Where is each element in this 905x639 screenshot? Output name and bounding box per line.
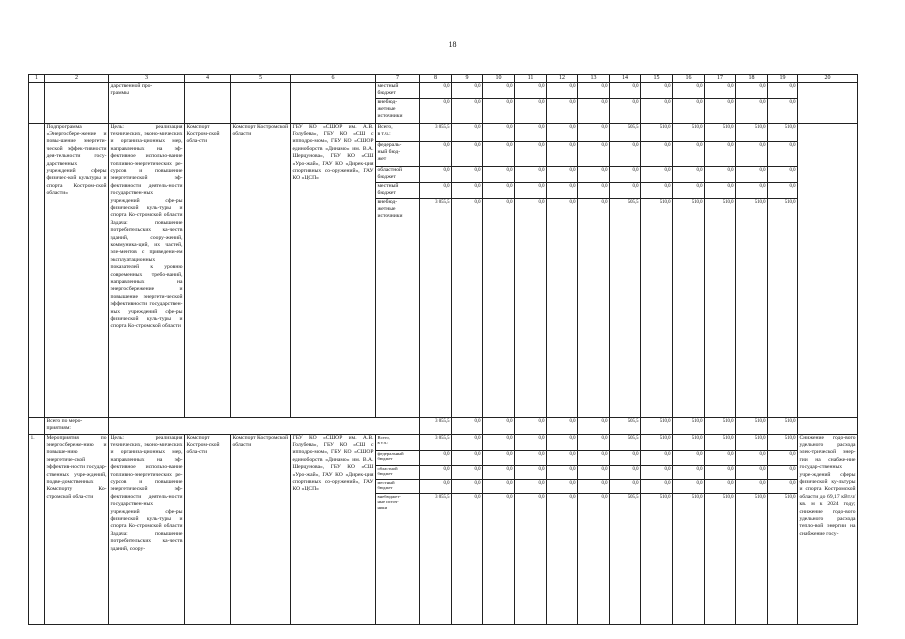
value-cell: 0,0 (610, 450, 641, 465)
value-cell: 3 055,5 (420, 493, 452, 624)
value-cell: 510,0 (736, 434, 768, 450)
column-header: 2 (45, 75, 109, 83)
value-cell: 510,0 (641, 123, 673, 141)
value-cell: 510,0 (673, 417, 705, 434)
funding-source: внебюджет- ные источ- ники (376, 493, 420, 624)
page-number: 18 (448, 40, 457, 49)
value-cell: 0,0 (483, 417, 515, 434)
value-cell: 0,0 (483, 479, 515, 493)
value-cell: 0,0 (515, 166, 547, 182)
result-cell: Снижение годо-вого удельного расхода элек-трической энер-гии на снабже-ние государ-ственных учре-ждений сферы физической ку-льтуры и спорта Костромской области до 69,17 кВт.ч/кв. м к 2024 году; снижение годо-вого удельного расхода тепло-вой энергии на снабжение госу- (798, 434, 858, 624)
value-cell: 0,0 (578, 493, 610, 624)
value-cell: 0,0 (483, 450, 515, 465)
table-row (29, 82, 858, 98)
coordinator-cell: Комспорт Костром-ской обла-сти (185, 123, 231, 417)
value-cell: 0,0 (483, 141, 515, 166)
column-header: 20 (798, 75, 858, 83)
value-cell: 0,0 (547, 417, 578, 434)
value-cell: 0,0 (515, 450, 547, 465)
value-cell: 0,0 (420, 465, 452, 479)
num-cell (29, 417, 45, 434)
value-cell: 0,0 (452, 82, 483, 98)
column-header: 14 (610, 75, 641, 83)
value-cell: 0,0 (452, 98, 483, 123)
value-cell: 0,0 (515, 82, 547, 98)
value-cell: 0,0 (515, 479, 547, 493)
value-cell: 0,0 (578, 182, 610, 198)
value-cell: 0,0 (452, 198, 483, 417)
value-cell: 0,0 (452, 141, 483, 166)
table-row (29, 434, 858, 450)
total-label: Всего по меро- приятиям: (45, 417, 109, 434)
value-cell: 0,0 (768, 141, 798, 166)
column-header: 1 (29, 75, 45, 83)
value-cell: 0,0 (578, 417, 610, 434)
value-cell: 0,0 (641, 82, 673, 98)
funding-source: Всего, в т.ч.: (376, 434, 420, 450)
value-cell: 510,0 (736, 123, 768, 141)
value-cell: 0,0 (736, 141, 768, 166)
result-cell (798, 82, 858, 123)
value-cell: 510,0 (705, 434, 736, 450)
value-cell: 0,0 (483, 82, 515, 98)
value-cell: 0,0 (673, 450, 705, 465)
value-cell: 0,0 (610, 465, 641, 479)
value-cell: 0,0 (736, 479, 768, 493)
value-cell: 0,0 (610, 166, 641, 182)
value-cell: 0,0 (673, 98, 705, 123)
value-cell: 0,0 (547, 198, 578, 417)
value-cell: 510,0 (641, 434, 673, 450)
value-cell: 0,0 (420, 450, 452, 465)
column-header: 9 (452, 75, 483, 83)
value-cell: 0,0 (547, 493, 578, 624)
executors-cell: ГБУ КО «СШОР им. А.В. Голубева», ГБУ КО «СШ с ипподро-мом», ГБУ КО «СШОР единоборств «Динамо» им. В.А. Шерцунова», ГБУ КО «СШ «Уро-жай», ГАУ КО «Дирек-ция спортивных со-оружений», ГАУ КО «ЦСП» (291, 434, 376, 624)
value-cell: 510,0 (768, 434, 798, 450)
value-cell: 0,0 (420, 98, 452, 123)
value-cell: 0,0 (483, 166, 515, 182)
value-cell: 510,0 (768, 198, 798, 417)
column-header: 18 (736, 75, 768, 83)
value-cell: 0,0 (736, 450, 768, 465)
value-cell: 510,0 (641, 198, 673, 417)
value-cell: 3 055,5 (420, 198, 452, 417)
value-cell: 0,0 (420, 182, 452, 198)
column-header: 17 (705, 75, 736, 83)
value-cell: 510,0 (768, 123, 798, 141)
num-cell (29, 82, 45, 123)
value-cell: 0,0 (768, 82, 798, 98)
column-header: 8 (420, 75, 452, 83)
value-cell: 0,0 (515, 182, 547, 198)
value-cell: 505,5 (610, 123, 641, 141)
table-row (29, 123, 858, 141)
value-cell: 0,0 (673, 82, 705, 98)
value-cell: 0,0 (610, 98, 641, 123)
value-cell: 0,0 (641, 141, 673, 166)
value-cell: 0,0 (420, 82, 452, 98)
value-cell: 0,0 (768, 465, 798, 479)
executors-cell: ГБУ КО «СШОР им. А.В. Голубева», ГБУ КО «СШ с ипподро-мом», ГБУ КО «СШОР единоборств «Динамо» им. В.А. Шерцунова», ГБУ КО «СШ «Уро-жай», ГАУ КО «Дирек-ция спортивных со-оружений», ГАУ КО «ЦСП» (291, 123, 376, 417)
responsible-cell: Комспорт Костромской области (231, 434, 291, 624)
funding-source: федеральный бюджет (376, 450, 420, 465)
value-cell: 0,0 (452, 182, 483, 198)
value-cell: 510,0 (736, 493, 768, 624)
value-cell: 0,0 (673, 182, 705, 198)
goal-cell: Цель: реализация технических, эконо-мических и организа-ционных мер, направленных на эф-фективное использо-вание топливно-энергетических ре-сурсов и повышение энергетической эф-фективности деятель-ности государствен-ных учреждений сфе-ры физической куль-туры и спорта Ко-стромской области Задача: повышение потребительских ка-честв зданий, соору- (109, 434, 185, 624)
value-cell: 0,0 (483, 493, 515, 624)
value-cell: 0,0 (578, 198, 610, 417)
num-cell (29, 123, 45, 417)
value-cell: 0,0 (673, 479, 705, 493)
value-cell: 0,0 (483, 198, 515, 417)
value-cell: 0,0 (641, 465, 673, 479)
value-cell: 0,0 (736, 182, 768, 198)
value-cell: 0,0 (610, 182, 641, 198)
value-cell: 0,0 (673, 141, 705, 166)
value-cell: 0,0 (547, 479, 578, 493)
value-cell: 0,0 (547, 141, 578, 166)
measure-number: 1. (29, 434, 45, 624)
value-cell: 0,0 (452, 465, 483, 479)
value-cell: 510,0 (641, 417, 673, 434)
result-cell (798, 123, 858, 417)
funding-source: внебюд- жетные источники (376, 98, 420, 123)
value-cell: 0,0 (547, 98, 578, 123)
value-cell: 0,0 (578, 141, 610, 166)
coordinator-cell: Комспорт Костром-ской обла-сти (185, 434, 231, 624)
funding-source: местный бюджет (376, 182, 420, 198)
value-cell: 0,0 (452, 434, 483, 450)
budget-table (28, 74, 858, 625)
value-cell: 0,0 (768, 479, 798, 493)
value-cell: 510,0 (768, 493, 798, 624)
value-cell: 510,0 (736, 417, 768, 434)
value-cell: 0,0 (705, 479, 736, 493)
value-cell: 0,0 (578, 123, 610, 141)
value-cell: 0,0 (452, 166, 483, 182)
value-cell: 0,0 (578, 479, 610, 493)
value-cell: 0,0 (515, 465, 547, 479)
value-cell: 510,0 (736, 198, 768, 417)
column-header: 4 (185, 75, 231, 83)
value-cell: 0,0 (420, 141, 452, 166)
value-cell: 0,0 (515, 141, 547, 166)
total-row (29, 417, 858, 434)
value-cell: 0,0 (547, 450, 578, 465)
value-cell: 0,0 (705, 98, 736, 123)
value-cell: 0,0 (515, 493, 547, 624)
value-cell: 0,0 (768, 166, 798, 182)
column-header: 3 (109, 75, 185, 83)
column-number-row (29, 75, 858, 83)
measure-name: Мероприятия по энергосбереже-нию и повыше-нию энергетиче-ской эффектив-ности государ-ственных учре-ждений, подве-домственных Комспорту Ко-стромской обла-сти (45, 434, 109, 624)
value-cell: 0,0 (705, 465, 736, 479)
value-cell: 505,5 (610, 493, 641, 624)
value-cell: 0,0 (515, 434, 547, 450)
value-cell: 0,0 (452, 493, 483, 624)
value-cell: 3 055,5 (420, 417, 452, 434)
value-cell: 0,0 (705, 82, 736, 98)
value-cell: 0,0 (515, 98, 547, 123)
value-cell: 0,0 (768, 182, 798, 198)
executors-cell (291, 82, 376, 123)
value-cell: 0,0 (578, 82, 610, 98)
value-cell: 0,0 (641, 182, 673, 198)
value-cell: 0,0 (547, 182, 578, 198)
value-cell: 0,0 (515, 417, 547, 434)
value-cell: 510,0 (673, 434, 705, 450)
funding-source: внебюд- жетные источники (376, 198, 420, 417)
funding-source: областной бюджет (376, 166, 420, 182)
value-cell: 0,0 (452, 479, 483, 493)
value-cell: 0,0 (705, 450, 736, 465)
value-cell: 0,0 (736, 166, 768, 182)
value-cell: 0,0 (610, 82, 641, 98)
value-cell: 0,0 (705, 141, 736, 166)
subprogram-name: Подпрограмма «Энергосбере-жение и повы-шение энергети-ческой эффек-тивности дея-тельности госу-дарственных учреждений сферы физичес-кой культуры и спорта Костром-ской области» (45, 123, 109, 417)
column-header: 13 (578, 75, 610, 83)
value-cell: 0,0 (736, 98, 768, 123)
value-cell: 0,0 (547, 82, 578, 98)
value-cell: 0,0 (483, 123, 515, 141)
goal-cell: дарственной про- граммы (109, 82, 185, 123)
column-header: 16 (673, 75, 705, 83)
value-cell: 0,0 (768, 98, 798, 123)
column-header: 5 (231, 75, 291, 83)
value-cell: 3 055,5 (420, 123, 452, 141)
value-cell: 0,0 (578, 98, 610, 123)
coordinator-cell (185, 82, 231, 123)
value-cell: 3 055,5 (420, 434, 452, 450)
value-cell: 0,0 (452, 123, 483, 141)
value-cell: 0,0 (641, 479, 673, 493)
value-cell: 0,0 (641, 166, 673, 182)
value-cell: 0,0 (483, 465, 515, 479)
funding-source: местный бюджет (376, 82, 420, 98)
value-cell: 0,0 (768, 450, 798, 465)
value-cell: 505,5 (610, 198, 641, 417)
column-header: 15 (641, 75, 673, 83)
funding-source: федераль- ный бюд- жет (376, 141, 420, 166)
value-cell: 0,0 (547, 465, 578, 479)
value-cell: 0,0 (547, 123, 578, 141)
value-cell: 0,0 (641, 98, 673, 123)
value-cell: 510,0 (705, 198, 736, 417)
value-cell: 510,0 (673, 198, 705, 417)
column-header: 10 (483, 75, 515, 83)
value-cell: 0,0 (673, 166, 705, 182)
value-cell: 0,0 (547, 166, 578, 182)
value-cell: 0,0 (705, 182, 736, 198)
value-cell: 510,0 (673, 123, 705, 141)
column-header: 19 (768, 75, 798, 83)
column-header: 6 (291, 75, 376, 83)
responsible-cell (231, 82, 291, 123)
value-cell: 0,0 (736, 82, 768, 98)
value-cell: 510,0 (673, 493, 705, 624)
value-cell: 505,5 (610, 434, 641, 450)
value-cell: 0,0 (578, 434, 610, 450)
goal-cell: Цель: реализация технических, эконо-мических и организа-ционных мер, направленных на эф-фективное использо-вание топливно-энергетических ре-сурсов и повышение энергетической эф-фективности деятель-ности государствен-ных учреждений сфе-ры физической куль-туры и спорта Ко-стромской области Задача: повышение потребительских ка-честв зданий, соору-жений, коммуника-ций, их частей, эле-ментов с приведени-ем эксплуатационных показателей к уровню современных требо-ваний, направленных на энергосбережение и повышение энергети-ческой эффективности государствен-ных учреждений сфе-ры физической куль-туры и спорта Ко-стромской области (109, 123, 185, 417)
value-cell: 0,0 (610, 141, 641, 166)
name-cell (45, 82, 109, 123)
result-cell (798, 417, 858, 434)
value-cell: 0,0 (420, 479, 452, 493)
value-cell: 0,0 (452, 450, 483, 465)
value-cell: 0,0 (420, 166, 452, 182)
funding-source: Всего, в т.ч.: (376, 123, 420, 141)
value-cell: 0,0 (515, 198, 547, 417)
column-header: 11 (515, 75, 547, 83)
value-cell: 510,0 (768, 417, 798, 434)
value-cell: 0,0 (578, 166, 610, 182)
funding-source: местный бюджет (376, 479, 420, 493)
responsible-cell: Комспорт Костромской области (231, 123, 291, 417)
value-cell: 0,0 (483, 434, 515, 450)
value-cell: 510,0 (641, 493, 673, 624)
value-cell: 0,0 (641, 450, 673, 465)
value-cell: 0,0 (578, 450, 610, 465)
column-header: 12 (547, 75, 578, 83)
value-cell: 0,0 (736, 465, 768, 479)
value-cell: 510,0 (705, 123, 736, 141)
value-cell: 0,0 (578, 465, 610, 479)
value-cell: 0,0 (483, 98, 515, 123)
value-cell: 0,0 (452, 417, 483, 434)
value-cell: 0,0 (483, 182, 515, 198)
empty-cell (109, 417, 420, 434)
value-cell: 0,0 (610, 479, 641, 493)
column-header: 7 (376, 75, 420, 83)
value-cell: 0,0 (705, 166, 736, 182)
funding-source: областной бюджет (376, 465, 420, 479)
value-cell: 0,0 (515, 123, 547, 141)
value-cell: 505,5 (610, 417, 641, 434)
value-cell: 0,0 (673, 465, 705, 479)
value-cell: 510,0 (705, 417, 736, 434)
value-cell: 510,0 (705, 493, 736, 624)
value-cell: 0,0 (547, 434, 578, 450)
